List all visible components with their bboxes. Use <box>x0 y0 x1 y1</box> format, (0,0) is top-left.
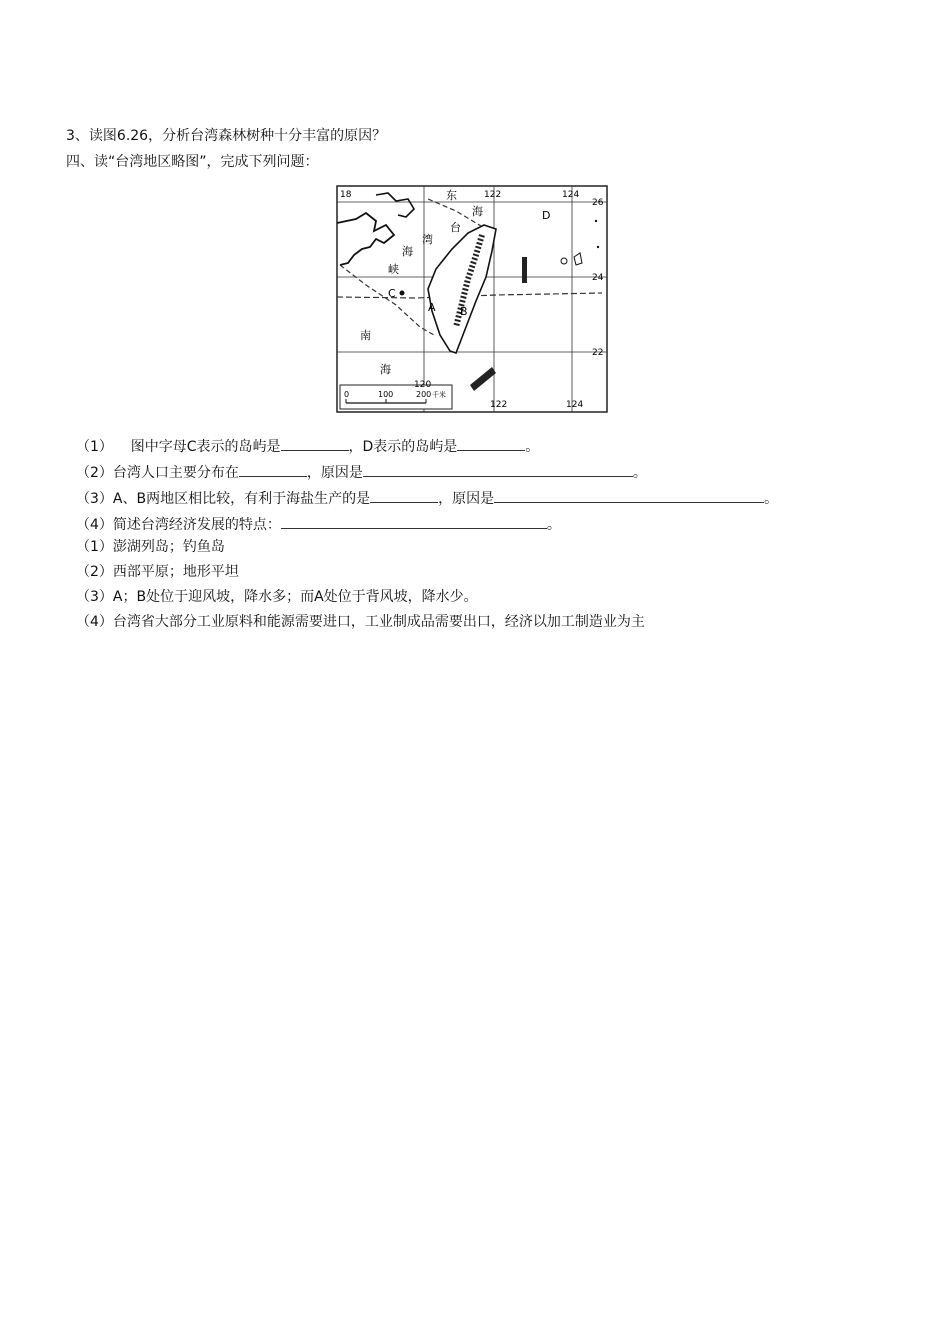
label-hai-south: 海 <box>380 363 391 376</box>
label-wan: 湾 <box>422 233 433 246</box>
lon-120-bottom-label: 120 <box>414 380 432 390</box>
s4-end: 。 <box>546 517 561 533</box>
answer-2: （2）西部平原；地形平坦 <box>76 564 239 580</box>
s1-end: 。 <box>525 439 540 455</box>
lat-24-label: 24 <box>592 273 604 283</box>
label-xia: 峡 <box>388 263 399 276</box>
blank-salt-reason[interactable] <box>494 488 764 503</box>
blank-economy[interactable] <box>281 514 547 529</box>
label-dong: 东 <box>446 189 457 202</box>
s2-prefix: （2） <box>76 465 113 481</box>
lon-122-bottom-label: 122 <box>490 400 508 410</box>
s4-prefix: （4） <box>76 517 113 533</box>
scale-100: 100 <box>378 390 394 399</box>
label-B: B <box>460 305 468 318</box>
label-hai-strait: 海 <box>402 245 413 258</box>
s1-prefix: （1） <box>76 439 113 455</box>
s2-end: 。 <box>632 465 647 481</box>
taiwan-map <box>336 185 608 413</box>
blank-d-island[interactable] <box>457 436 525 451</box>
sub-question-2 <box>76 462 647 483</box>
s3-prefix: （3） <box>76 491 113 507</box>
s1-text-a: 图中字母C表示的岛屿是 <box>130 439 281 455</box>
label-D: D <box>542 209 551 222</box>
lat-22-label: 22 <box>592 348 604 358</box>
s2-text-b: ，原因是 <box>306 465 363 481</box>
label-C: C <box>388 287 396 300</box>
answer-4: （4）台湾省大部分工业原料和能源需要进口，工业制成品需要出口，经济以加工制造业为主 <box>76 614 645 630</box>
lon-122-top-label: 122 <box>484 190 502 200</box>
lon-124-top-label: 124 <box>562 190 580 200</box>
blank-salt-area[interactable] <box>370 488 438 503</box>
sub-question-4 <box>76 514 561 535</box>
blank-c-island[interactable] <box>281 436 349 451</box>
lat-18-label: 18 <box>340 190 352 200</box>
s2-text-a: 台湾人口主要分布在 <box>112 465 239 481</box>
blank-population[interactable] <box>239 462 307 477</box>
label-nan: 南 <box>360 329 371 342</box>
question-4-heading: 四、读“台湾地区略图”，完成下列问题： <box>66 154 319 170</box>
s3-text-b: ，原因是 <box>438 491 495 507</box>
label-tai: 台 <box>450 221 461 234</box>
s3-end: 。 <box>764 491 779 507</box>
answer-1: （1）澎湖列岛；钓鱼岛 <box>76 539 225 555</box>
lon-124-bottom-label: 124 <box>566 400 584 410</box>
blank-population-reason[interactable] <box>363 462 633 477</box>
s3-text-a: A、B两地区相比较，有利于海盐生产的是 <box>112 491 371 507</box>
sub-question-3 <box>76 488 778 509</box>
scale-unit: 千米 <box>432 391 446 399</box>
label-hai-east: 海 <box>472 205 483 218</box>
answer-3: （3）A；B处位于迎风坡，降水多；而A处位于背风坡，降水少。 <box>76 589 478 605</box>
lat-26-label: 26 <box>592 198 604 208</box>
label-A: A <box>428 301 436 314</box>
s1-text-b: ，D表示的岛屿是 <box>348 439 458 455</box>
scale-200: 200 <box>416 390 432 399</box>
scale-0: 0 <box>344 390 350 399</box>
sub-question-1 <box>76 436 539 457</box>
s4-text-a: 简述台湾经济发展的特点： <box>112 517 281 533</box>
question-3: 3、读图6.26，分析台湾森林树种十分丰富的原因？ <box>66 128 387 144</box>
